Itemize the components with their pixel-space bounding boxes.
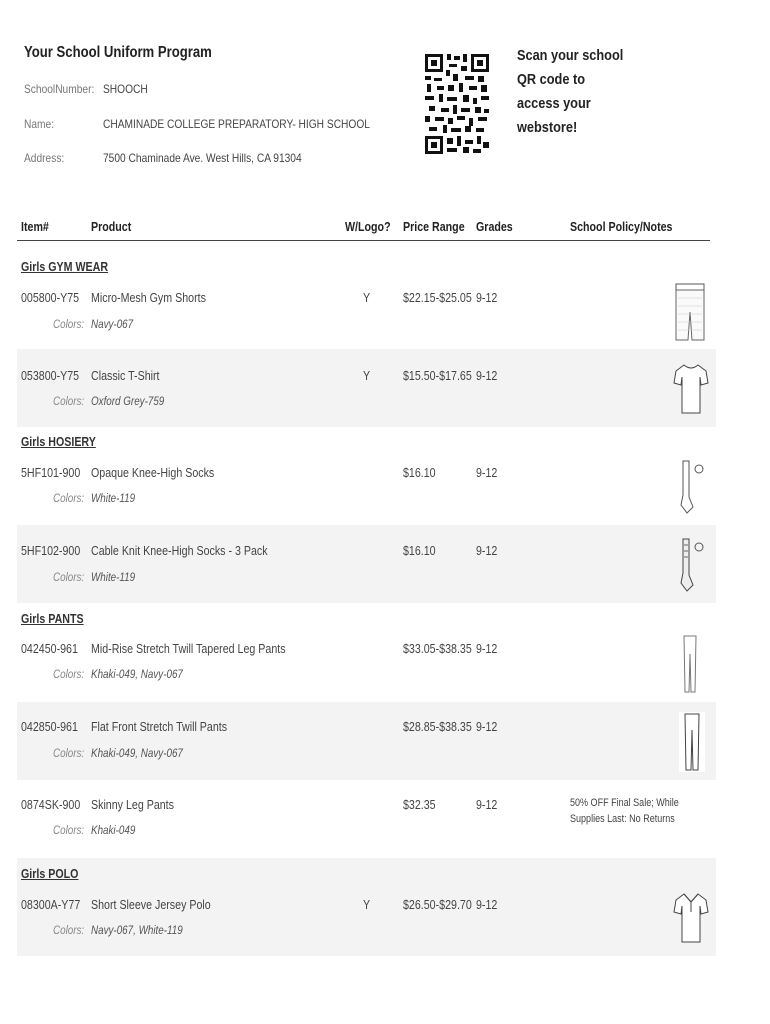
product-name: Micro-Mesh Gym Shorts — [91, 290, 206, 305]
table-row[interactable] — [17, 780, 716, 858]
item-number: 042450-961 — [21, 641, 78, 656]
colors-label: Colors: — [53, 667, 85, 681]
item-number: 042850-961 — [21, 719, 78, 734]
pants-icon — [679, 712, 705, 772]
table-header — [0, 216, 770, 240]
colors-value: White-119 — [91, 491, 136, 505]
section-pants: Girls PANTS — [21, 611, 84, 626]
address-label: Address: — [24, 151, 65, 165]
item-number: 053800-Y75 — [21, 368, 80, 383]
product-name: Skinny Leg Pants — [91, 797, 174, 812]
price-range: $15.50-$17.65 — [403, 368, 472, 383]
colors-label: Colors: — [53, 394, 85, 408]
grades: 9-12 — [476, 797, 498, 812]
grades: 9-12 — [476, 465, 498, 480]
section-hosiery: Girls HOSIERY — [21, 434, 96, 449]
colors-value: Khaki-049 — [91, 823, 136, 837]
product-name: Classic T-Shirt — [91, 368, 160, 383]
header-divider — [17, 240, 710, 241]
price-range: $26.50-$29.70 — [403, 897, 472, 912]
section-polo: Girls POLO — [21, 866, 79, 881]
product-name: Cable Knit Knee-High Socks - 3 Pack — [91, 543, 268, 558]
item-number: 5HF101-900 — [21, 465, 81, 480]
table-row[interactable] — [17, 630, 716, 708]
item-number: 5HF102-900 — [21, 543, 81, 558]
scan-instructions: Scan your school QR code to access your webstore! — [517, 47, 624, 136]
school-name-value: CHAMINADE COLLEGE PREPARATORY- HIGH SCHOOL — [103, 117, 370, 131]
table-row[interactable] — [17, 278, 716, 356]
product-name: Mid-Rise Stretch Twill Tapered Leg Pants — [91, 641, 286, 656]
table-row[interactable] — [17, 525, 716, 603]
socks-icon — [677, 457, 707, 517]
policy-note: 50% OFF Final Sale; While Supplies Last: No Returns — [570, 797, 679, 825]
section-gym-wear: Girls GYM WEAR — [21, 259, 109, 274]
colors-value: Oxford Grey-759 — [91, 394, 165, 408]
price-range: $33.05-$38.35 — [403, 641, 472, 656]
price-range: $16.10 — [403, 543, 436, 558]
colors-label: Colors: — [53, 491, 85, 505]
shorts-icon — [673, 282, 707, 344]
pants-icon — [680, 634, 700, 694]
colors-value: Khaki-049, Navy-067 — [91, 667, 183, 681]
table-row[interactable] — [17, 702, 716, 780]
colors-label: Colors: — [53, 317, 85, 331]
product-name: Opaque Knee-High Socks — [91, 465, 215, 480]
col-logo: W/Logo? — [345, 219, 391, 234]
name-label: Name: — [24, 117, 55, 131]
colors-value: Navy-067 — [91, 317, 134, 331]
product-name: Flat Front Stretch Twill Pants — [91, 719, 228, 734]
colors-value: Navy-067, White-119 — [91, 923, 183, 937]
col-item: Item# — [21, 219, 49, 234]
colors-value: White-119 — [91, 570, 136, 584]
item-number: 0874SK-900 — [21, 797, 81, 812]
col-notes: School Policy/Notes — [570, 219, 673, 234]
col-price: Price Range — [403, 219, 465, 234]
grades: 9-12 — [476, 543, 498, 558]
grades: 9-12 — [476, 897, 498, 912]
col-grades: Grades — [476, 219, 513, 234]
colors-label: Colors: — [53, 570, 85, 584]
school-number-label: SchoolNumber: — [24, 82, 95, 96]
colors-label: Colors: — [53, 823, 85, 837]
tshirt-icon — [672, 361, 710, 417]
price-range: $32.35 — [403, 797, 436, 812]
table-row[interactable] — [17, 349, 716, 427]
colors-label: Colors: — [53, 746, 85, 760]
logo-flag: Y — [363, 897, 371, 912]
grades: 9-12 — [476, 641, 498, 656]
address-value: 7500 Chaminade Ave. West Hills, CA 91304 — [103, 151, 302, 165]
product-name: Short Sleeve Jersey Polo — [91, 897, 211, 912]
socks-icon — [677, 535, 707, 595]
logo-flag: Y — [363, 290, 371, 305]
grades: 9-12 — [476, 290, 498, 305]
school-number-value: SHOOCH — [103, 82, 148, 96]
col-product: Product — [91, 219, 132, 234]
table-row[interactable] — [17, 858, 716, 956]
polo-icon — [672, 890, 710, 946]
item-number: 005800-Y75 — [21, 290, 80, 305]
table-row[interactable] — [17, 453, 716, 531]
program-title: Your School Uniform Program — [24, 44, 212, 61]
price-range: $22.15-$25.05 — [403, 290, 472, 305]
grades: 9-12 — [476, 368, 498, 383]
price-range: $28.85-$38.35 — [403, 719, 472, 734]
colors-label: Colors: — [53, 923, 85, 937]
logo-flag: Y — [363, 368, 371, 383]
colors-value: Khaki-049, Navy-067 — [91, 746, 183, 760]
price-range: $16.10 — [403, 465, 436, 480]
item-number: 08300A-Y77 — [21, 897, 81, 912]
qr-code-icon[interactable] — [423, 52, 491, 156]
grades: 9-12 — [476, 719, 498, 734]
